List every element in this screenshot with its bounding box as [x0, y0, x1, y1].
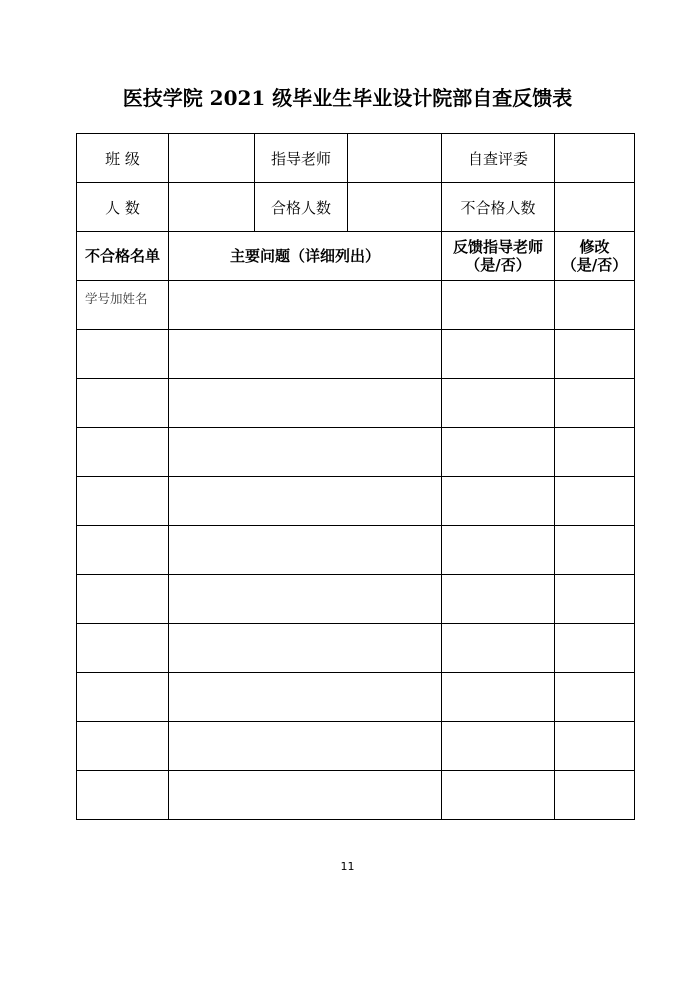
revise-cell[interactable] — [555, 330, 635, 379]
issues-cell[interactable] — [169, 379, 442, 428]
revise-cell[interactable] — [555, 281, 635, 330]
issues-cell[interactable] — [169, 771, 442, 820]
revise-cell[interactable] — [555, 673, 635, 722]
student-id-name-hint: 学号加姓名 — [85, 291, 148, 306]
issues-cell[interactable] — [169, 575, 442, 624]
student-cell[interactable] — [77, 673, 169, 722]
feedback-cell[interactable] — [442, 428, 555, 477]
issues-cell[interactable] — [169, 477, 442, 526]
count-value-cell[interactable] — [169, 183, 255, 232]
feedback-header-line2: （是/否） — [465, 256, 531, 274]
student-cell[interactable] — [77, 281, 169, 330]
feedback-cell[interactable] — [442, 722, 555, 771]
student-cell[interactable] — [77, 330, 169, 379]
fail-count-value-cell[interactable] — [555, 183, 635, 232]
revise-cell[interactable] — [555, 624, 635, 673]
feedback-cell[interactable] — [442, 624, 555, 673]
revise-cell[interactable] — [555, 722, 635, 771]
revise-cell[interactable] — [555, 428, 635, 477]
student-cell[interactable] — [77, 771, 169, 820]
feedback-cell[interactable] — [442, 673, 555, 722]
table-row — [77, 330, 635, 379]
committee-value-cell[interactable] — [555, 134, 635, 183]
advisor-value-cell[interactable] — [348, 134, 442, 183]
revise-cell[interactable] — [555, 575, 635, 624]
student-cell[interactable] — [77, 575, 169, 624]
table-row — [77, 673, 635, 722]
fail-count-label: 不合格人数 — [442, 183, 555, 232]
revise-header-line2: （是/否） — [561, 256, 628, 274]
revise-cell[interactable] — [555, 771, 635, 820]
feedback-cell[interactable] — [442, 477, 555, 526]
revise-header-line1: 修改 — [579, 238, 610, 256]
revise-cell[interactable] — [555, 477, 635, 526]
student-cell[interactable] — [77, 428, 169, 477]
table-row — [77, 526, 635, 575]
table-row — [77, 281, 635, 330]
pass-count-value-cell[interactable] — [348, 183, 442, 232]
feedback-header-line1: 反馈指导老师 — [452, 238, 543, 256]
student-cell[interactable] — [77, 722, 169, 771]
table-row — [77, 428, 635, 477]
issues-cell[interactable] — [169, 673, 442, 722]
issues-cell[interactable] — [169, 330, 442, 379]
header-row-class — [77, 134, 635, 183]
table-row — [77, 379, 635, 428]
advisor-label: 指导老师 — [255, 134, 348, 183]
class-label: 班 级 — [77, 134, 169, 183]
feedback-cell[interactable] — [442, 526, 555, 575]
page-number: 11 — [340, 860, 355, 873]
issues-cell[interactable] — [169, 281, 442, 330]
student-cell[interactable] — [77, 624, 169, 673]
feedback-form-table — [76, 133, 635, 820]
issues-cell[interactable] — [169, 722, 442, 771]
issues-cell[interactable] — [169, 624, 442, 673]
table-row — [77, 722, 635, 771]
issues-cell[interactable] — [169, 428, 442, 477]
feedback-advisor-header — [442, 232, 555, 281]
revise-cell[interactable] — [555, 379, 635, 428]
committee-label: 自查评委 — [442, 134, 555, 183]
count-label: 人 数 — [77, 183, 169, 232]
table-row — [77, 575, 635, 624]
revise-header — [555, 232, 635, 281]
feedback-cell[interactable] — [442, 575, 555, 624]
fail-list-header: 不合格名单 — [77, 232, 169, 281]
student-cell[interactable] — [77, 477, 169, 526]
page-title: 医技学院 2021 级毕业生毕业设计院部自查反馈表 — [122, 86, 573, 110]
student-cell[interactable] — [77, 379, 169, 428]
main-issues-header: 主要问题（详细列出） — [169, 232, 442, 281]
issues-cell[interactable] — [169, 526, 442, 575]
class-value-cell[interactable] — [169, 134, 255, 183]
feedback-cell[interactable] — [442, 281, 555, 330]
column-header-row — [77, 232, 635, 281]
student-cell[interactable] — [77, 526, 169, 575]
pass-count-label: 合格人数 — [255, 183, 348, 232]
table-row — [77, 477, 635, 526]
table-row — [77, 771, 635, 820]
feedback-cell[interactable] — [442, 330, 555, 379]
revise-cell[interactable] — [555, 526, 635, 575]
header-row-count — [77, 183, 635, 232]
feedback-cell[interactable] — [442, 379, 555, 428]
table-row — [77, 624, 635, 673]
feedback-cell[interactable] — [442, 771, 555, 820]
